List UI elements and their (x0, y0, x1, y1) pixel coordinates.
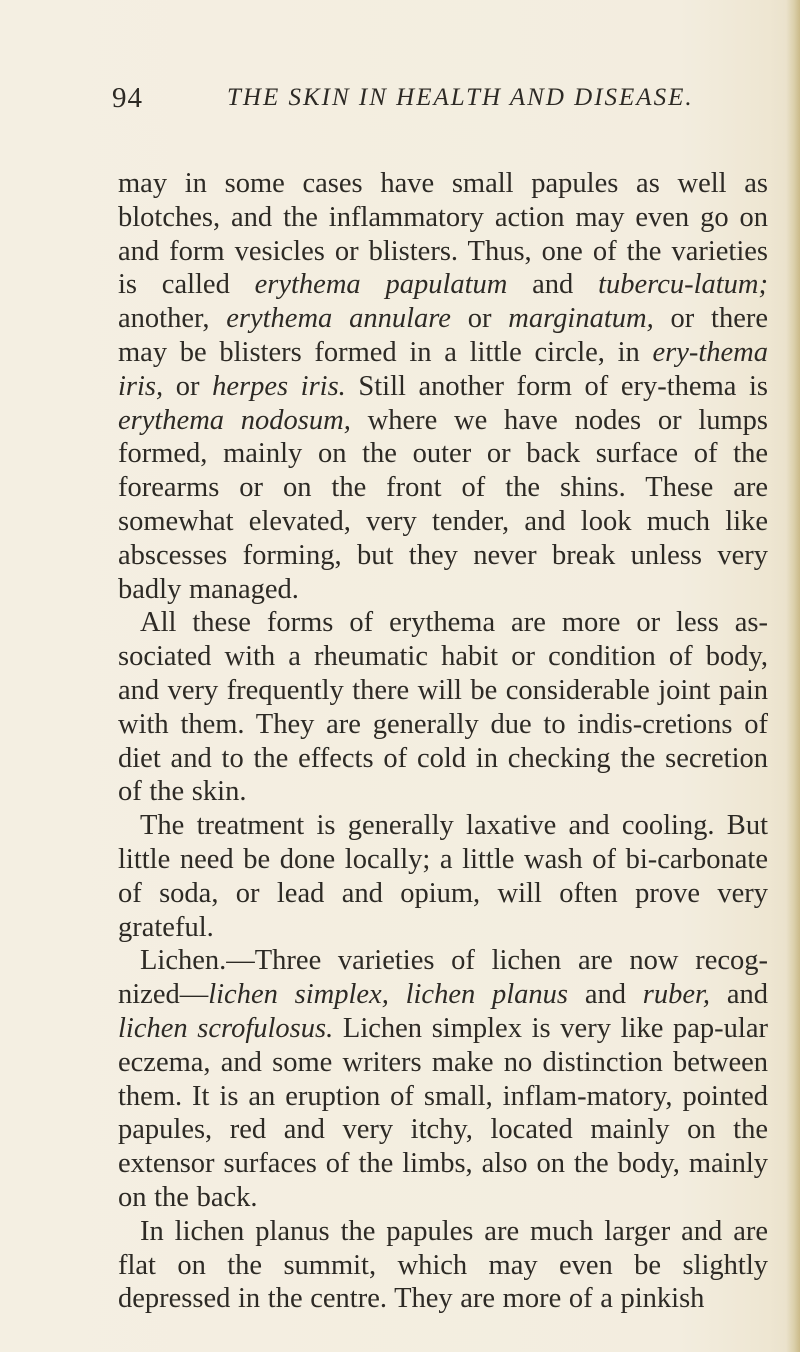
text-run: Still another form of ery-thema is (345, 370, 768, 402)
text-run: Lichen simplex is very like pap-ular eczema, and some writers make no distinction between them. It is an eruption of small, inflam-matory, pointed papules, red and very itchy, located mainly on the extensor surfaces of the limbs, also on the body, mainly on the back. (118, 1012, 768, 1213)
text-run: or (163, 370, 213, 402)
text-run: and (710, 979, 768, 1011)
italic-term: lichen simplex, lichen planus (208, 979, 569, 1011)
italic-term: ruber, (642, 979, 711, 1011)
italic-term: ery-thema iris, (118, 336, 768, 402)
text-run: All these forms of erythema are more or less as-sociated with a rheumatic habit or condition of body, and very frequently there will be considerable joint pain with them. They are generally due to indis-cretions of diet and to the effects of cold in checking the secretion of the skin. (118, 607, 768, 808)
text-run: The treatment is generally laxative and cooling. But little need be done locally; a little wash of bi-carbonate of soda, or lead and opium, will often prove very grateful. (118, 810, 768, 943)
paragraph-1 (118, 167, 768, 606)
italic-term: erythema nodosum, (118, 404, 351, 436)
section-heading: Lichen. (140, 945, 227, 977)
body-text (118, 167, 768, 1316)
italic-term: herpes iris. (212, 370, 346, 402)
text-run: or (450, 303, 509, 335)
italic-term: lichen scrofulosus. (118, 1012, 334, 1044)
page-edge-shadow (786, 0, 800, 1352)
text-run: and (568, 979, 643, 1011)
paragraph-3 (118, 809, 768, 944)
text-run: another, (118, 303, 227, 335)
running-title: THE SKIN IN HEALTH AND DISEASE. (227, 84, 694, 111)
page-header (112, 82, 792, 122)
paragraph-5 (118, 1215, 768, 1316)
text-run: —Three varieties of lichen are now recog-nized— (118, 945, 768, 1011)
italic-term: erythema annulare (226, 303, 451, 335)
italic-term: marginatum, (508, 303, 654, 335)
paragraph-2 (118, 606, 768, 809)
page-number: 94 (112, 82, 143, 114)
text-run: where we have nodes or lumps formed, mainly on the outer or back surface of the forearms or on the front of the shins. These are somewhat elevated, very tender, and look much like abscesses forming, but they never break unless very badly managed. (118, 404, 769, 605)
text-run: or there may be blisters formed in a little circle, in (118, 303, 768, 368)
paragraph-4-lichen (118, 944, 768, 1214)
italic-term: tubercu-latum; (598, 269, 768, 301)
text-run: may in some cases have small papules as well as blotches, and the inflammatory action may even go on and form vesicles or blisters. Thus, one of the varieties is called (118, 168, 768, 301)
text-run: In lichen planus the papules are much larger and are flat on the summit, which may even be slightly depressed in the centre. They are more of a pinkish (118, 1215, 768, 1315)
italic-term: erythema papulatum (254, 269, 508, 301)
text-run: and (507, 269, 599, 301)
